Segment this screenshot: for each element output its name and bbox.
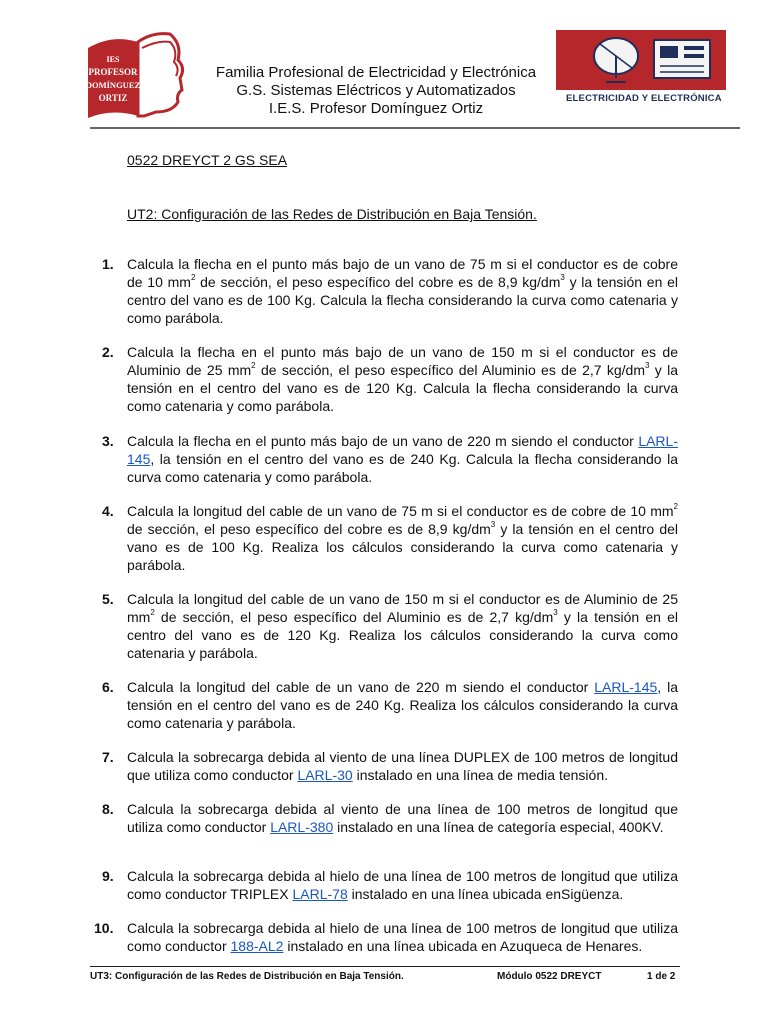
footer-module: Módulo 0522 DREYCT	[497, 971, 602, 982]
exercise-item: 8. Calcula la sobrecarga debida al viento de una línea de 100 metros de longitud que utiliza como conductor LARL-380 instalado en una línea de categoría especial, 400KV.	[102, 801, 678, 835]
footer-divider	[90, 966, 680, 967]
exercise-item: 1. Calcula la flecha en el punto más bajo de un vano de 75 m si el conductor es de cobre de 10 $mm^2$ de sección, el peso específico del cobre es de 8,9 $kg/dm^3$ y la tensión en el centro del vano es de 100 Kg. Calcula la flecha considerando la curva como catenaria y como parábola.	[102, 256, 679, 326]
department-logo-text: ELECTRICIDAD Y ELECTRÓNICA	[566, 93, 722, 104]
footer-unit-title: UT3: Configuración de las Redes de Distribución en Baja Tensión.	[90, 971, 404, 982]
exercise-number: 10.	[94, 920, 114, 936]
exercise-item: 2. Calcula la flecha en el punto más bajo de un vano de 150 m si el conductor es de Aluminio de 25 $mm^2$ de sección, el peso específico del Aluminio es de 2,7 $kg/dm^3$ y la tensión en el centro del vano es de 120 Kg. Calcula la flecha considerando la curva como catenaria y como parábola.	[102, 344, 678, 414]
exercise-list	[94, 255, 679, 955]
school-logo-text-4: ORTIZ	[98, 93, 128, 103]
exercise-item: 7. Calcula la sobrecarga debida al viento de una línea DUPLEX de 100 metros de longitud que utiliza como conductor LARL-30 instalado en una línea de media tensión.	[102, 749, 678, 783]
exercise-number: 8.	[102, 801, 114, 817]
conductor-link[interactable]: LARL-30	[297, 767, 353, 783]
exercise-item: 3. Calcula la flecha en el punto más bajo de un vano de 220 m siendo el conductor LARL-145, la tensión en el centro del vano es de 240 Kg. Calcula la flecha considerando la curva como catenaria y como parábola.	[102, 433, 678, 485]
unit-title: UT2: Configuración de las Redes de Distribución en Baja Tensión.	[127, 206, 537, 222]
page-header	[0, 0, 768, 132]
conductor-link[interactable]: 188-AL2	[230, 938, 284, 954]
footer-page-number: 1 de 2	[647, 971, 676, 982]
conductor-link[interactable]: LARL-380	[270, 819, 334, 835]
school-logo	[82, 28, 188, 120]
exercise-number: 5.	[102, 591, 114, 607]
conductor-link[interactable]: LARL-145	[594, 679, 658, 695]
exercise-item: 6. Calcula la longitud del cable de un vano de 220 m siendo el conductor LARL-145, la tensión en el centro del vano es de 240 Kg. Realiza los cálculos considerando la curva como catenaria y parábola.	[102, 679, 678, 731]
exercise-number: 3.	[102, 433, 114, 449]
department-logo-graphic	[556, 30, 726, 92]
header-divider	[90, 127, 740, 129]
conductor-link[interactable]: LARL-145	[127, 433, 678, 467]
department-logo	[556, 30, 726, 116]
exercise-number: 1.	[102, 256, 114, 272]
school-logo-text-2: PROFESOR	[88, 67, 138, 77]
exercise-number: 9.	[102, 868, 114, 884]
header-line-cycle: G.S. Sistemas Eléctricos y Automatizados	[236, 82, 516, 99]
school-logo-text-3: DOMÍNGUEZ	[85, 80, 141, 90]
header-line-family: Familia Profesional de Electricidad y Electrónica	[215, 64, 537, 81]
conductor-link[interactable]: LARL-78	[292, 886, 348, 902]
header-titles	[196, 64, 556, 118]
exercise-number: 6.	[102, 679, 114, 695]
course-code: 0522 DREYCT 2 GS SEA	[127, 152, 288, 168]
exercise-item: 4. Calcula la longitud del cable de un vano de 75 m si el conductor es de cobre de 10 $mm^2$ de sección, el peso específico del cobre es de 8,9 $kg/dm^3$ y la tensión en el centro del vano es de 100 Kg. Realiza los cálculos considerando la curva como catenaria y parábola.	[102, 502, 678, 573]
exercise-number: 4.	[102, 503, 114, 519]
exercise-number: 2.	[102, 344, 114, 360]
exercise-item: 10. Calcula la sobrecarga debida al hielo de una línea de 100 metros de longitud que utiliza como conductor 188-AL2 instalado en una línea ubicada en Azuqueca de Henares.	[94, 920, 678, 954]
exercise-item: 9. Calcula la sobrecarga debida al hielo de una línea de 100 metros de longitud que utiliza como conductor TRIPLEX LARL-78 instalado en una línea ubicada enSigüenza.	[102, 868, 678, 902]
header-line-school: I.E.S. Profesor Domínguez Ortiz	[268, 100, 484, 117]
exercise-item: 5. Calcula la longitud del cable de un vano de 150 m si el conductor es de Aluminio de 25 $mm^2$ de sección, el peso específico del Aluminio es de 2,7 $kg/dm^3$ y la tensión en el centro del vano es de 120 Kg. Realiza los cálculos considerando la curva como catenaria y parábola.	[102, 591, 678, 661]
school-logo-text-1: IES	[106, 55, 120, 64]
exercise-number: 7.	[102, 749, 114, 765]
